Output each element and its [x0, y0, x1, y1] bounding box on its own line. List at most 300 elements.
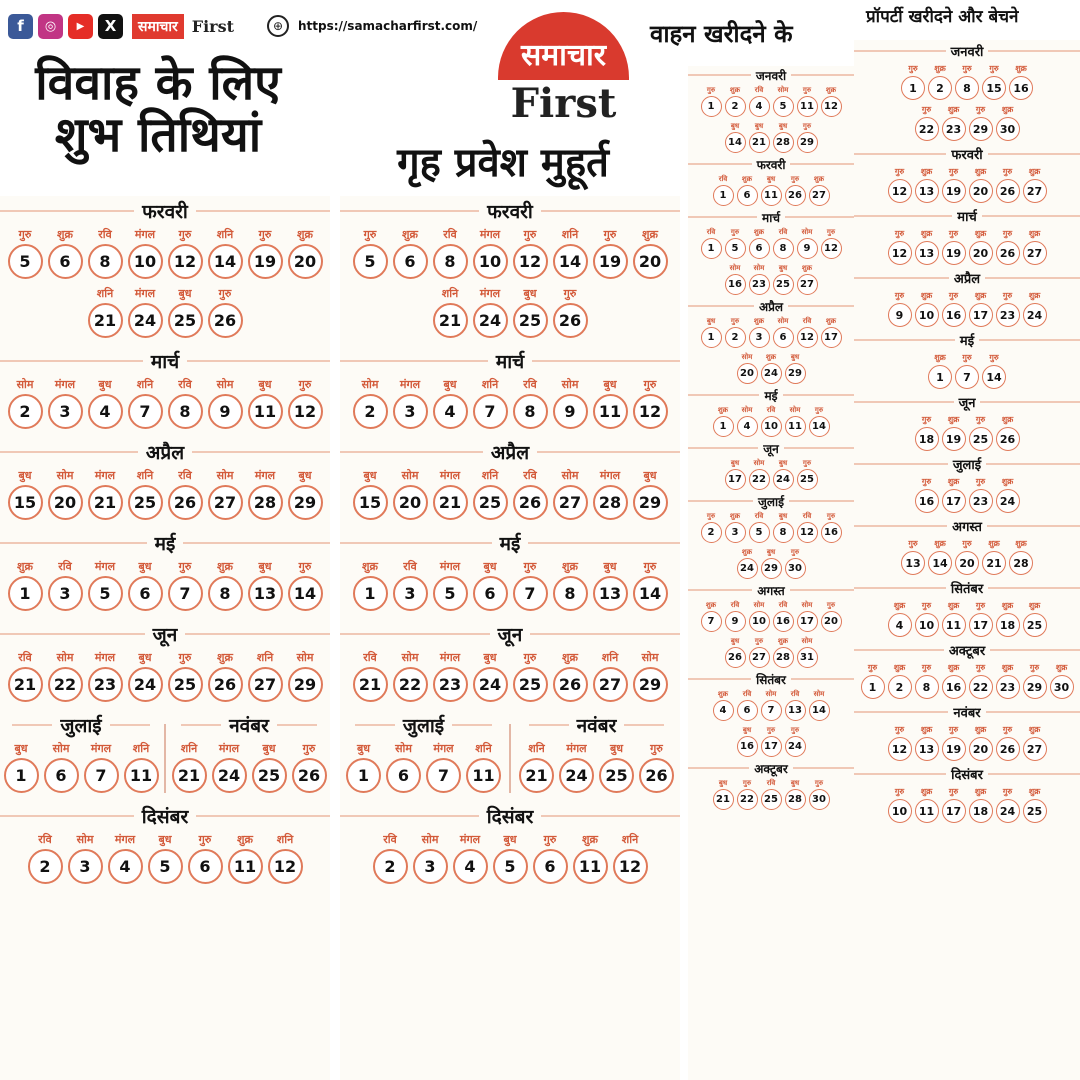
date-circle: 3: [48, 394, 83, 429]
weekday-label: गुरु: [603, 228, 617, 241]
date-cell: [759, 404, 783, 437]
date-circle: 8: [773, 522, 794, 543]
weekday-label: गुरु: [258, 228, 272, 241]
date-circle: 20: [288, 244, 323, 279]
weekday-label: बुध: [790, 353, 800, 361]
date-circle: 1: [4, 758, 39, 793]
month-section: [688, 66, 854, 153]
weekday-label: शुक्र: [947, 415, 960, 424]
date-cell: [711, 777, 735, 810]
date-circle: 10: [761, 416, 782, 437]
date-circle: 25: [1023, 799, 1047, 823]
divider-line: [688, 500, 753, 502]
date-circle: 4: [749, 96, 770, 117]
date-cell: [590, 649, 630, 702]
date-cell: [470, 226, 510, 279]
date-cell: [390, 226, 430, 279]
date-row: [0, 467, 330, 520]
date-row: [688, 262, 854, 295]
date-circle: 9: [797, 238, 818, 259]
divider-line: [988, 773, 1080, 775]
weekday-label: शुक्र: [753, 317, 765, 325]
weekday-label: बुध: [138, 651, 152, 664]
date-circle: 30: [1050, 675, 1074, 699]
weekday-label: बुध: [603, 378, 617, 391]
date-circle: 3: [413, 849, 448, 884]
date-circle: 27: [797, 274, 818, 295]
divider-line: [0, 210, 134, 212]
weekday-label: गुरु: [198, 833, 212, 846]
date-circle: 2: [373, 849, 408, 884]
date-circle: 12: [288, 394, 323, 429]
date-circle: 24: [785, 736, 806, 757]
facebook-icon[interactable]: f: [8, 14, 33, 39]
weekday-label: गुरु: [908, 64, 918, 73]
date-circle: 24: [473, 667, 508, 702]
weekday-label: गुरु: [975, 601, 986, 610]
weekday-label: गुरु: [742, 779, 752, 787]
date-circle: 7: [761, 700, 782, 721]
divider-line: [688, 767, 749, 769]
date-circle: 11: [466, 758, 501, 793]
weekday-label: बुध: [754, 122, 764, 130]
weekday-label: शनि: [561, 228, 579, 241]
date-cell: [807, 777, 831, 810]
date-circle: 5: [433, 576, 468, 611]
date-circle: 26: [785, 185, 806, 206]
date-circle: 8: [553, 576, 588, 611]
weekday-label: मंगल: [566, 742, 587, 755]
date-cell: [927, 351, 954, 389]
weekday-label: बुध: [18, 469, 32, 482]
date-circle: 23: [88, 667, 123, 702]
date-cell: [1021, 289, 1048, 327]
brand-suffix: First: [191, 16, 234, 36]
month-label: अप्रैल: [145, 442, 185, 464]
date-cell: [981, 537, 1008, 575]
month-header: [0, 346, 330, 376]
date-cell: [940, 599, 967, 637]
date-cell: [711, 404, 735, 437]
date-cell: [45, 649, 85, 702]
date-cell: [940, 165, 967, 203]
weekday-label: शनि: [441, 287, 459, 300]
date-circle: 26: [996, 427, 1020, 451]
divider-line: [277, 724, 317, 726]
month-section: [0, 528, 330, 611]
weekday-label: गुरु: [766, 726, 776, 734]
weekday-label: रवि: [730, 601, 740, 609]
date-circle: 24: [128, 667, 163, 702]
month-section: [854, 329, 1080, 389]
website-url[interactable]: https://samacharfirst.com/: [297, 19, 478, 33]
weekday-label: बुध: [778, 459, 788, 467]
date-circle: 22: [969, 675, 993, 699]
date-cell: [285, 376, 325, 429]
weekday-label: सोम: [641, 651, 659, 664]
date-cell: [900, 537, 927, 575]
weekday-label: बुध: [356, 742, 371, 755]
divider-line: [12, 724, 52, 726]
month-label: फरवरी: [756, 157, 786, 172]
date-cell: [994, 165, 1021, 203]
date-circle: 30: [809, 789, 830, 810]
date-cell: [795, 635, 819, 668]
weekday-label: शनि: [96, 287, 114, 300]
weekday-label: गुरु: [975, 105, 986, 114]
weekday-label: सोम: [421, 833, 439, 846]
date-circle: 25: [1023, 613, 1047, 637]
date-circle: 15: [982, 76, 1006, 100]
weekday-label: गुरु: [826, 601, 836, 609]
weekday-label: रवि: [778, 601, 788, 609]
date-cell: [430, 376, 470, 429]
divider-line: [340, 542, 492, 544]
date-circle: 29: [761, 558, 782, 579]
weekday-label: शुक्र: [974, 291, 987, 300]
date-circle: 12: [888, 241, 912, 265]
weekday-label: गुरु: [948, 291, 959, 300]
divider-line: [854, 773, 946, 775]
month-section: [0, 801, 330, 884]
weekday-label: बुध: [742, 726, 752, 734]
weekday-label: रवि: [523, 378, 537, 391]
month-header: [340, 346, 680, 376]
date-cell: [699, 84, 723, 117]
date-row: [340, 740, 507, 793]
weekday-label: शुक्र: [717, 406, 729, 414]
weekday-label: गुरु: [790, 726, 800, 734]
month-header: [854, 40, 1080, 62]
date-circle: 20: [969, 241, 993, 265]
instagram-icon[interactable]: ◎: [38, 14, 63, 39]
weekday-label: रवि: [178, 378, 192, 391]
date-circle: 4: [737, 416, 758, 437]
logo-first: First: [510, 80, 617, 127]
weekday-label: शुक्र: [893, 601, 906, 610]
weekday-label: सोम: [801, 601, 813, 609]
date-circle: 3: [749, 327, 770, 348]
date-cell: [723, 599, 747, 632]
date-circle: 7: [701, 611, 722, 632]
weekday-label: गुरु: [814, 779, 824, 787]
divider-line: [185, 633, 330, 635]
date-circle: 26: [996, 737, 1020, 761]
divider-line: [537, 451, 680, 453]
date-circle: 16: [821, 522, 842, 543]
weekday-label: शुक्र: [237, 833, 253, 846]
divider-line: [196, 210, 330, 212]
griha-panel: [340, 196, 680, 1080]
date-circle: 17: [942, 489, 966, 513]
weekday-label: शुक्र: [753, 228, 765, 236]
weekday-label: बुध: [609, 742, 624, 755]
date-cell: [886, 599, 913, 637]
date-circle: 22: [393, 667, 428, 702]
date-row: [854, 62, 1080, 100]
date-cell: [940, 661, 967, 699]
date-circle: 1: [701, 96, 722, 117]
weekday-label: शुक्र: [717, 690, 729, 698]
date-cell: [940, 227, 967, 265]
date-circle: 14: [208, 244, 243, 279]
date-cell: [954, 62, 981, 100]
date-cell: [940, 723, 967, 761]
date-cell: [994, 103, 1021, 141]
weekday-label: शुक्र: [17, 560, 33, 573]
date-circle: 27: [809, 185, 830, 206]
date-circle: 2: [701, 522, 722, 543]
date-row: [340, 226, 680, 279]
date-circle: 22: [737, 789, 758, 810]
date-circle: 7: [473, 394, 508, 429]
date-cell: [125, 285, 165, 338]
date-row: [688, 688, 854, 721]
date-cell: [723, 120, 747, 153]
date-circle: 26: [208, 303, 243, 338]
date-circle: 8: [433, 244, 468, 279]
divider-line: [980, 401, 1080, 403]
weekday-label: रवि: [802, 317, 812, 325]
date-circle: 12: [797, 327, 818, 348]
date-circle: 19: [248, 244, 283, 279]
weekday-label: रवि: [790, 690, 800, 698]
weekday-label: शनि: [180, 742, 198, 755]
date-cell: [954, 351, 981, 389]
weekday-label: सोम: [729, 264, 741, 272]
date-cell: [747, 635, 771, 668]
date-cell: [249, 740, 289, 793]
date-cell: [723, 457, 747, 490]
weekday-label: बुध: [158, 833, 172, 846]
month-section: [0, 437, 330, 520]
date-cell: [169, 740, 209, 793]
date-cell: [723, 315, 747, 348]
date-cell: [711, 688, 735, 721]
date-cell: [430, 226, 470, 279]
date-cell: [85, 376, 125, 429]
weekday-label: शनि: [528, 742, 545, 755]
date-cell: [25, 831, 65, 884]
weekday-label: बुध: [258, 378, 272, 391]
date-cell: [1008, 62, 1035, 100]
weekday-label: शनि: [481, 378, 499, 391]
date-circle: 20: [969, 737, 993, 761]
date-cell: [45, 226, 85, 279]
weekday-label: बुध: [138, 560, 152, 573]
divider-line: [0, 451, 138, 453]
weekday-label: शुक्र: [1015, 64, 1027, 73]
weekday-label: गुरु: [921, 415, 932, 424]
month-header: [0, 437, 330, 467]
month-label: सितंबर: [950, 582, 984, 597]
date-cell: [125, 226, 165, 279]
date-circle: 21: [982, 551, 1006, 575]
date-cell: [590, 226, 630, 279]
date-circle: 30: [785, 558, 806, 579]
date-cell: [747, 120, 771, 153]
date-circle: 24: [996, 489, 1020, 513]
date-circle: 5: [8, 244, 43, 279]
date-circle: 25: [473, 485, 508, 520]
date-circle: 17: [969, 613, 993, 637]
date-circle: 20: [48, 485, 83, 520]
divider-line: [340, 451, 483, 453]
date-cell: [5, 376, 45, 429]
weekday-label: गुरु: [298, 560, 312, 573]
date-cell: [5, 558, 45, 611]
weekday-label: गुरु: [363, 228, 377, 241]
month-label: अक्टूबर: [754, 761, 788, 776]
weekday-label: सोम: [561, 378, 579, 391]
weekday-label: गुरु: [730, 228, 740, 236]
divider-line: [854, 401, 954, 403]
date-circle: 11: [248, 394, 283, 429]
date-row: [854, 537, 1080, 575]
date-circle: 7: [84, 758, 119, 793]
date-circle: 22: [749, 469, 770, 490]
month-section: [854, 577, 1080, 637]
date-cell: [747, 599, 771, 632]
date-cell: [807, 404, 831, 437]
month-label: जुलाई: [60, 715, 102, 737]
x-icon[interactable]: X: [98, 14, 123, 39]
weekday-label: रवि: [178, 469, 192, 482]
date-circle: 27: [1023, 179, 1047, 203]
date-cell: [747, 262, 771, 295]
date-cell: [225, 831, 265, 884]
weekday-label: सोम: [741, 406, 753, 414]
date-cell: [590, 467, 630, 520]
weekday-label: मंगल: [459, 833, 481, 846]
date-cell: [121, 740, 161, 793]
divider-line: [986, 463, 1080, 465]
month-header: [0, 196, 330, 226]
date-cell: [927, 537, 954, 575]
weekday-label: शुक्र: [1001, 477, 1014, 486]
date-circle: 3: [725, 522, 746, 543]
divider-line: [541, 815, 680, 817]
date-cell: [205, 376, 245, 429]
weekday-label: गुरु: [1002, 229, 1013, 238]
date-cell: [723, 635, 747, 668]
date-cell: [913, 103, 940, 141]
weekday-label: शुक्र: [729, 512, 741, 520]
date-cell: [430, 558, 470, 611]
date-cell: [85, 558, 125, 611]
date-circle: 6: [533, 849, 568, 884]
date-cell: [5, 649, 45, 702]
month-label: अक्टूबर: [948, 644, 986, 659]
date-circle: 5: [493, 849, 528, 884]
date-circle: 21: [749, 132, 770, 153]
weekday-label: सोम: [216, 469, 234, 482]
weekday-label: सोम: [296, 651, 314, 664]
month-label: फरवरी: [142, 201, 188, 223]
month-section: [854, 639, 1080, 699]
date-circle: 24: [996, 799, 1020, 823]
date-cell: [1021, 165, 1048, 203]
month-header: [688, 386, 854, 404]
weekday-label: गुरु: [826, 512, 836, 520]
youtube-icon[interactable]: ▶: [68, 14, 93, 39]
date-row: [854, 475, 1080, 513]
weekday-label: गुरु: [178, 651, 192, 664]
date-cell: [530, 831, 570, 884]
weekday-label: गुरु: [730, 317, 740, 325]
month-header: [688, 439, 854, 457]
date-cell: [205, 649, 245, 702]
date-cell: [981, 62, 1008, 100]
divider-line: [790, 589, 854, 591]
date-cell: [783, 404, 807, 437]
divider-line: [854, 215, 952, 217]
date-circle: 25: [773, 274, 794, 295]
weekday-label: बुध: [443, 378, 457, 391]
divider-line: [790, 163, 854, 165]
date-cell: [967, 227, 994, 265]
date-cell: [1048, 661, 1075, 699]
weekday-label: गुरु: [523, 228, 537, 241]
month-section: [340, 196, 680, 338]
date-cell: [735, 404, 759, 437]
date-circle: 26: [996, 241, 1020, 265]
weekday-label: बुध: [766, 548, 776, 556]
divider-line: [988, 587, 1080, 589]
date-circle: 1: [8, 576, 43, 611]
date-circle: 24: [773, 469, 794, 490]
weekday-label: शुक्र: [934, 353, 946, 362]
date-row: [340, 649, 680, 702]
date-circle: 18: [915, 427, 939, 451]
month-section: [340, 528, 680, 611]
date-cell: [470, 649, 510, 702]
date-cell: [735, 724, 759, 757]
date-cell: [795, 510, 819, 543]
date-cell: [470, 285, 510, 338]
date-circle: 21: [88, 485, 123, 520]
month-label: दिसंबर: [951, 768, 983, 783]
date-cell: [735, 173, 759, 206]
date-row: [0, 558, 330, 611]
month-header: [854, 267, 1080, 289]
month-section: [854, 515, 1080, 575]
date-cell: [464, 740, 504, 793]
date-cell: [994, 723, 1021, 761]
date-circle: 11: [785, 416, 806, 437]
date-circle: 28: [773, 132, 794, 153]
date-circle: 6: [749, 238, 770, 259]
date-cell: [410, 831, 450, 884]
date-circle: 6: [44, 758, 79, 793]
date-cell: [967, 785, 994, 823]
date-circle: 8: [513, 394, 548, 429]
month-label: जुलाई: [952, 458, 982, 473]
weekday-label: गुरु: [543, 833, 557, 846]
divider-line: [789, 500, 854, 502]
weekday-label: गुरु: [790, 548, 800, 556]
month-header: [340, 437, 680, 467]
date-circle: 27: [749, 647, 770, 668]
weekday-label: गुरु: [178, 228, 192, 241]
date-cell: [783, 688, 807, 721]
weekday-label: गुरु: [523, 560, 537, 573]
weekday-label: गुरु: [1002, 787, 1013, 796]
date-cell: [886, 289, 913, 327]
date-row: [688, 351, 854, 384]
weekday-label: मंगल: [94, 560, 116, 573]
date-circle: 7: [513, 576, 548, 611]
